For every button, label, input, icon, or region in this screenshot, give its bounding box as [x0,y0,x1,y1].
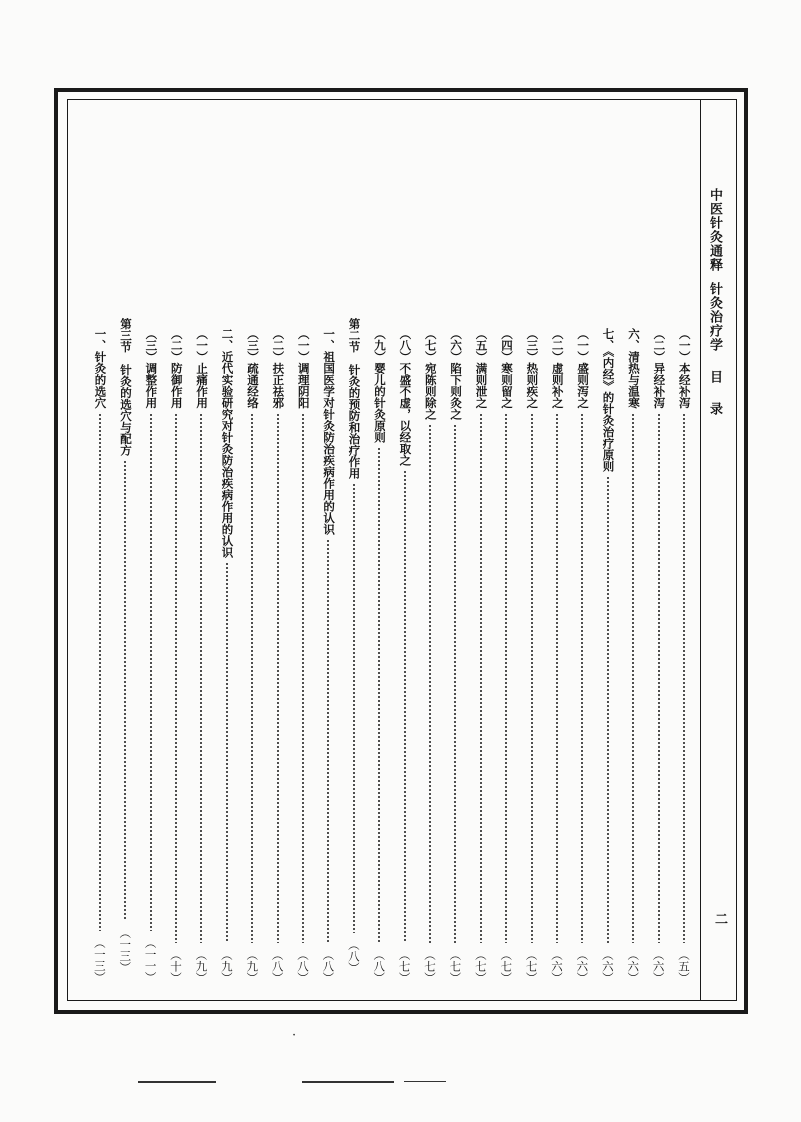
toc-entry-title: 一、祖国医学对针灸防治疾病作用的认识 [322,328,337,535]
toc-entry-page: （七） [448,948,463,983]
toc-entry-title: （三）热则疾之 [525,328,540,409]
dot-leader [175,413,177,943]
dot-leader [251,413,253,943]
toc-entry [270,328,286,983]
toc-entry-page: （十） [169,948,184,983]
toc-entry-title: （一）止痛作用 [195,328,210,409]
toc-entry-page: （八） [296,948,311,983]
toc-entry-page: （六） [626,948,641,983]
toc-entry-page: （八） [321,948,336,983]
dot-leader [683,413,685,943]
section-label-2: 录 [707,402,722,416]
toc-entry-title: 七、《内经》的针灸治疗原则 [601,328,616,472]
dot-leader [277,413,279,943]
toc-entry [498,328,514,983]
toc-entry [574,328,590,983]
running-header [708,188,721,416]
toc-entry-title: （四）寒则留之 [499,328,514,409]
toc-entry [625,328,641,983]
dot-leader [658,413,660,943]
toc-entry [244,328,260,983]
toc-entry-page: （一三） [92,937,107,983]
dot-leader [556,413,558,943]
toc-entry [295,328,311,983]
dot-leader [505,413,507,943]
toc-entry-page: （六） [651,948,666,983]
dot-leader [454,424,456,943]
toc-entry-title: （一）调理阴阳 [296,328,311,409]
toc-entry-page: （七） [473,948,488,983]
toc-entry-page: （六） [550,948,565,983]
toc-entry-page: （七） [499,948,514,983]
book-title: 中医针灸通释 [707,188,722,272]
toc-entry [447,328,463,983]
toc-entry-title: （五）满则泄之 [474,328,489,409]
toc-entry-page: （九） [245,948,260,983]
dot-leader [607,476,609,943]
dot-leader [99,413,101,932]
toc-entry-page: （九） [219,948,234,983]
dot-leader [429,424,431,943]
toc-entry-title: 二、近代实验研究对针灸防治疾病作用的认识 [220,328,235,558]
toc-entry-title: （六）陷下则灸之 [449,328,464,420]
dot-leader [531,413,533,943]
toc-entry-title: （二）异经补泻 [652,328,667,409]
page-number: 二 [712,912,727,925]
chapter-title: 针灸治疗学 [707,282,722,352]
dot-leader [480,413,482,943]
scan-artifact-line [138,1081,216,1083]
toc-entry [143,328,159,983]
toc-entry [473,328,489,983]
toc-entry-page: （九） [194,948,209,983]
dot-leader [581,413,583,943]
dot-leader [632,413,634,943]
toc-entry [676,328,692,983]
section-label: 目 [707,370,722,384]
toc-entry-title: （七）宛陈则除之 [423,328,438,420]
dot-leader [378,447,380,943]
dot-leader [200,413,202,943]
toc-entry-title: （二）防御作用 [169,328,184,409]
dot-leader [302,413,304,943]
toc-entry-title: （三）调整作用 [144,328,159,409]
toc-entry [600,328,616,983]
dot-leader [327,539,329,943]
toc-entry-page: （六） [575,948,590,983]
toc-entry [92,328,108,983]
toc-entry-title: （二）虚则补之 [550,328,565,409]
dot-leader [404,470,406,943]
toc-section-entry [346,318,362,973]
dot-leader [226,562,228,943]
toc-entry [397,328,413,983]
toc-entry-title: （二）扶正祛邪 [271,328,286,409]
toc-entry [168,328,184,983]
toc-section-entry [117,318,133,973]
toc-entry [371,328,387,983]
toc-entry [193,328,209,983]
toc-entry-page: （六） [600,948,615,983]
toc-entry [549,328,565,983]
toc-entry-title: 六、清热与温寒 [626,328,641,409]
toc-entry [524,328,540,983]
toc-entry-title: （一）本经补泻 [677,328,692,409]
toc-entry-page: （一一） [143,937,158,983]
toc-entry-title: 第三节 针灸的选穴与配方 [118,318,133,456]
toc-entry-page: （七） [524,948,539,983]
toc-entry-title: （八）不盛不虚，以经取之 [398,328,413,466]
toc-entry-title: （三）疏通经络 [245,328,260,409]
dot-leader [124,460,126,921]
toc-entry [651,328,667,983]
toc-entry-page: （七） [423,948,438,983]
scan-artifact-line [302,1081,394,1083]
toc-entry-page: （五） [677,948,692,983]
dot-leader [150,413,152,932]
toc-entry-page: （八） [372,948,387,983]
toc-entry-title: （九）婴儿的针灸原则 [372,328,387,443]
toc-entry [422,328,438,983]
toc-entry-title: （一）盛则泻之 [576,328,591,409]
toc-entry-page: （一三） [118,927,133,973]
toc-entry [219,328,235,983]
ink-smudge: · [292,1028,297,1043]
scan-artifact-line [404,1081,446,1082]
toc-entry-page: （八） [270,948,285,983]
toc-entry-page: （七） [397,948,412,983]
toc-entry-page: （八） [346,938,361,973]
toc-entry-title: 一、针灸的选穴 [93,328,108,409]
toc-entry [320,328,336,983]
dot-leader [353,483,355,933]
toc-entry-title: 第二节 针灸的预防和治疗作用 [347,318,362,479]
header-divider-line [700,99,701,1001]
